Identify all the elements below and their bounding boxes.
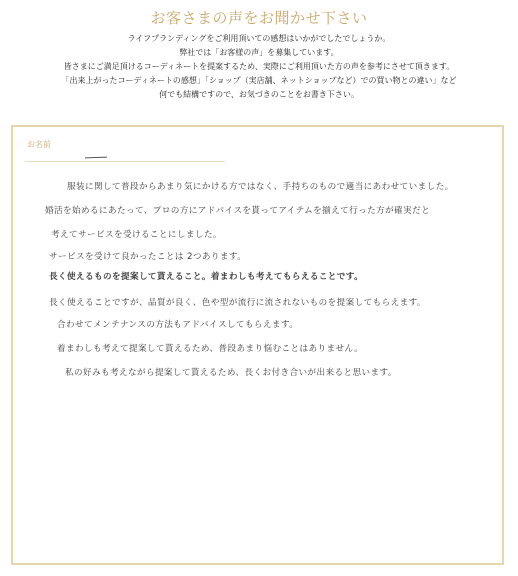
handwritten-line: 合わせてメンテナンスの方法もアドバイスしてもらえます。 [57, 320, 299, 330]
handwritten-line: 婚活を始めるにあたって、プロの方にアドバイスを貰ってアイテムを揃えて行った方が確実だと [45, 206, 431, 216]
handwritten-line: 着まわしも考えて提案して貰えるため、普段あまり悩むことはありません。 [57, 344, 363, 354]
handwritten-line: 考えてサービスを受けることにしました。 [51, 230, 222, 240]
name-field-line [25, 161, 225, 162]
handwritten-line: サービスを受けて良かったことは 2つあります。 [49, 252, 247, 262]
handwritten-line: 長く使えるものを提案して貰えること。着まわしも考えてもらえることです。 [49, 272, 364, 282]
intro-line: ライフプランディングをご利用頂いての感想はいかがでしたでしょうか。 [127, 34, 391, 43]
name-handwritten-mark [85, 157, 107, 159]
intro-line: 「出来上がったコーディネートの感想」「ショップ（実店舗、ネットショップなど）での買い物との違い」など [61, 76, 457, 85]
intro-line: 皆さまにご満足頂けるコーディネートを提案するため、実際にご利用頂いた方の声を参考にさせて頂きます。 [63, 62, 455, 71]
intro-line: 何でも結構ですので、お気づきのことをお書き下さい。 [159, 90, 359, 99]
intro-line: 弊社では「お客様の声」を募集しています。 [179, 48, 339, 57]
page-title: お客さまの声をお聞かせ下さい [150, 9, 368, 27]
handwritten-line: 私の好みも考えながら提案して貰えるため、長くお付き合いが出来ると思います。 [65, 368, 397, 378]
feedback-card [11, 125, 504, 565]
name-label: お名前 [27, 140, 51, 149]
handwritten-line: 服装に関して普段からあまり気にかける方ではなく、手持ちのもので適当にあわせていました。 [67, 182, 454, 192]
handwritten-line: 長く使えることですが、品質が良く、色や型が流行に流されないものを提案してもらえます。 [49, 298, 426, 308]
intro-text [0, 32, 518, 102]
